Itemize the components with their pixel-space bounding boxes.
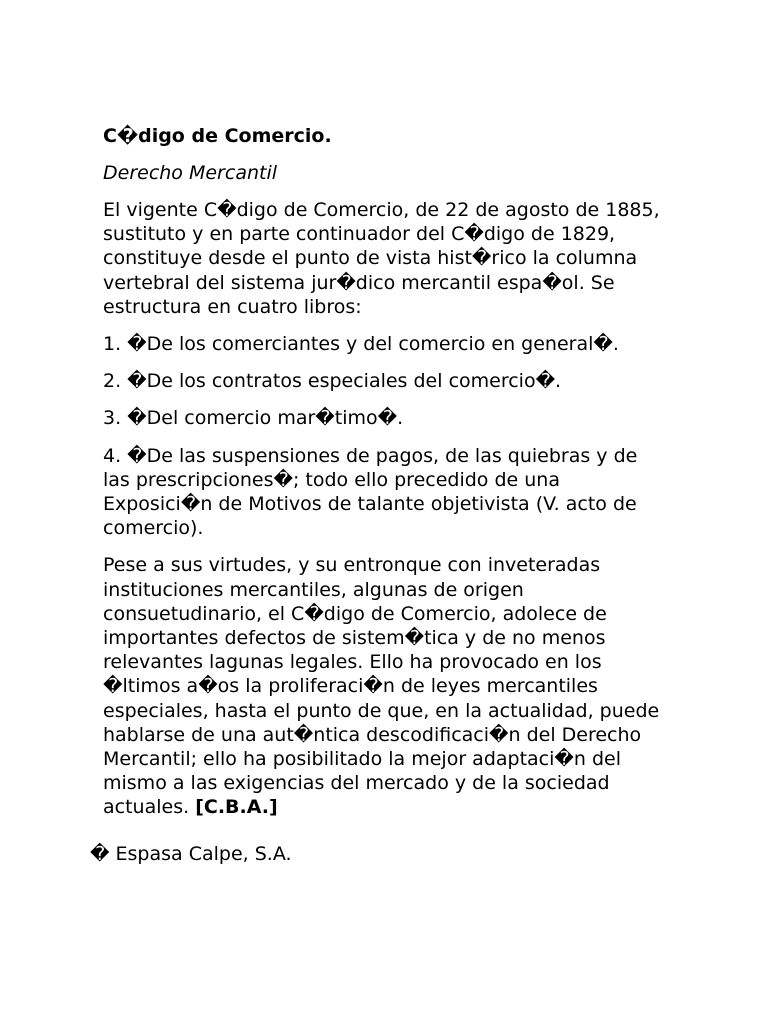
closing-paragraph bbox=[103, 553, 663, 819]
book-item-1: 1. �De los comerciantes y del comercio en general�. bbox=[103, 333, 619, 356]
document-title: C�digo de Comercio. bbox=[103, 125, 332, 147]
intro-paragraph: El vigente C�digo de Comercio, de 22 de agosto de 1885, sustituto y en parte continuador del C�digo de 1829, constituye desde el punto de vista hist�rico la columna vertebral del sistema jur�dico mercantil espa�ol. Se estructura en cuatro libros: bbox=[103, 199, 660, 318]
book-item-4: 4. �De las suspensiones de pagos, de las quiebras y de las prescripciones�; todo ello precedido de una Exposici�n de Motivos de talante objetivista (V. acto de comercio). bbox=[103, 444, 638, 540]
copyright-notice: � Espasa Calpe, S.A. bbox=[90, 843, 292, 865]
book-item-2: 2. �De los contratos especiales del comercio�. bbox=[103, 370, 562, 393]
document-subtitle: Derecho Mercantil bbox=[103, 162, 278, 184]
book-item-3: 3. �Del comercio mar�timo�. bbox=[103, 407, 404, 430]
author-signature: [C.B.A.] bbox=[195, 796, 278, 819]
closing-text: Pese a sus virtudes, y su entronque con inveteradas instituciones mercantiles, algunas de origen consuetudinario, el C�digo de Comercio, adolece de importantes defectos de sistem�tica y de no menos relevantes lagunas legales. Ello ha provocado en los �ltimos a�os la proliferaci�n de leyes mercantiles especiales, hasta el punto de que, en la actualidad, puede hablarse de una aut�ntica descodificaci�n del Derecho Mercantil; ello ha posibilitado la mejor adaptaci�n del mismo a las exigencias del mercado y de la sociedad actuales. bbox=[103, 554, 660, 819]
document-body bbox=[103, 124, 663, 820]
